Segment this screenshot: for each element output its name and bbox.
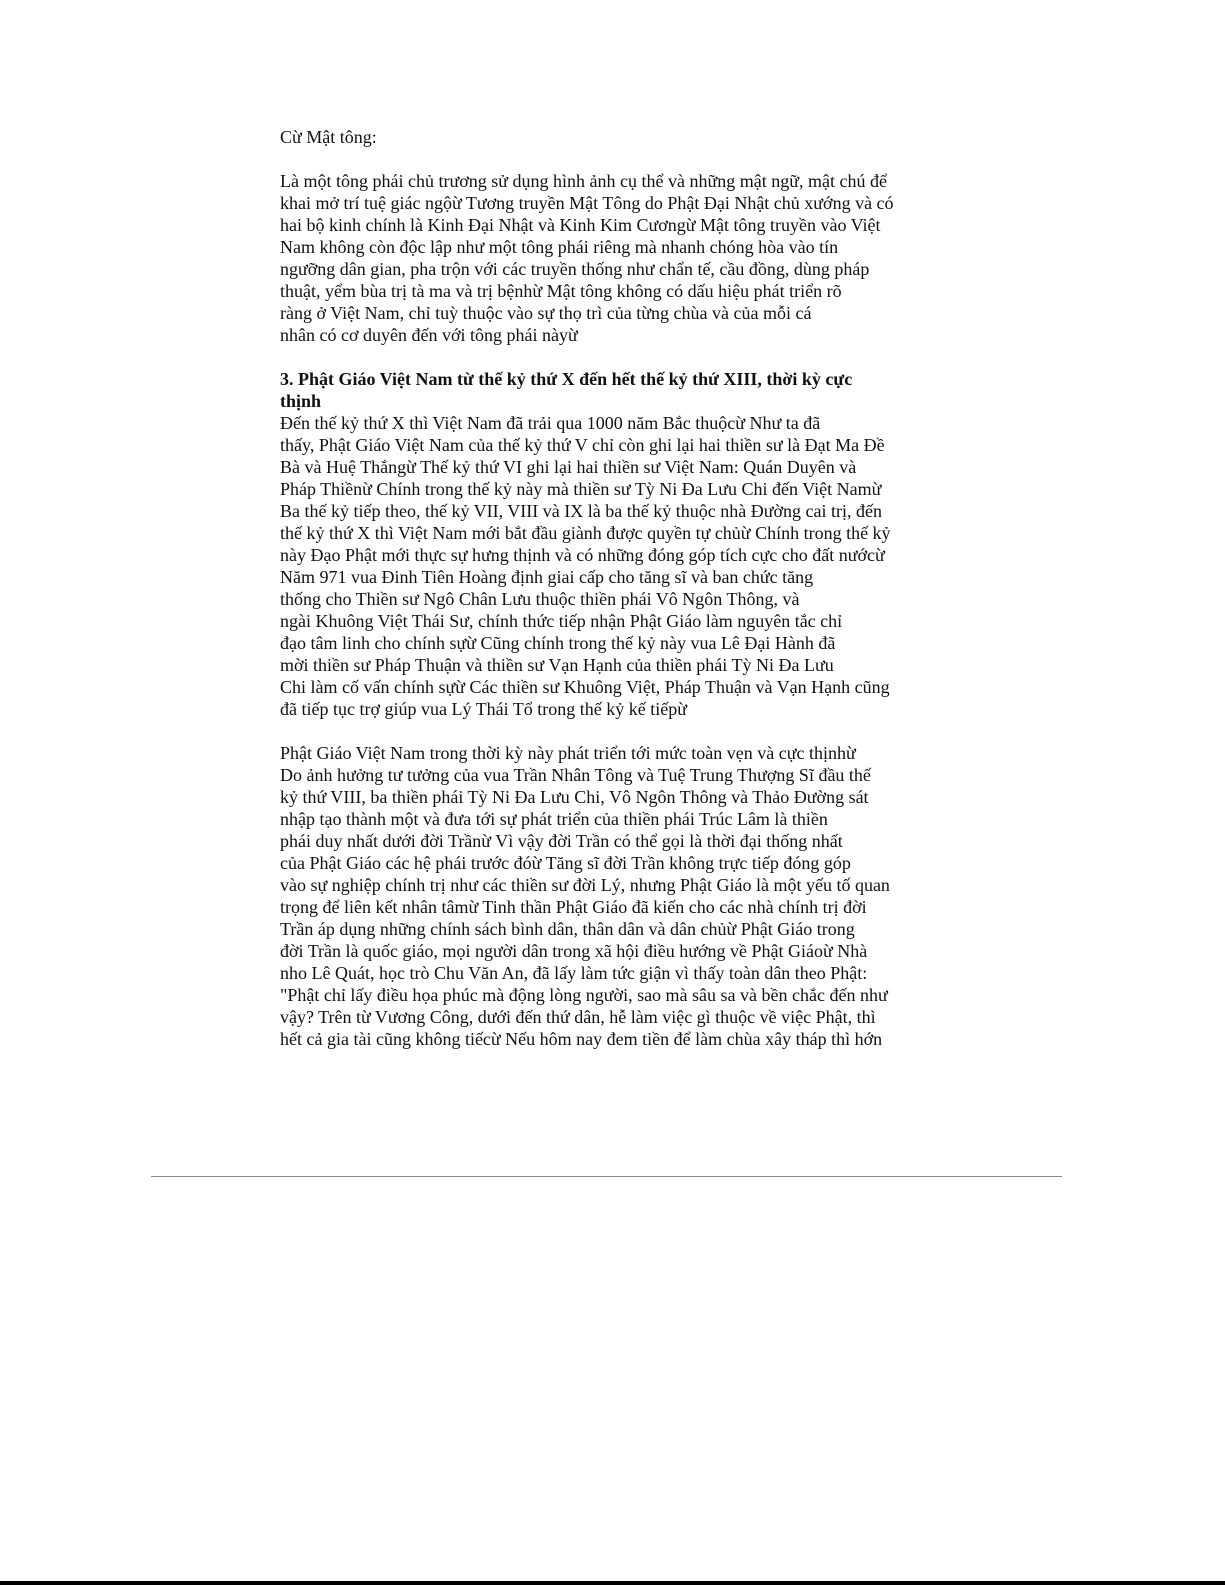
text-line: đạo tâm linh cho chính sựừ Cũng chính trong thế kỷ này vua Lê Đại Hành đã	[280, 633, 836, 653]
text-line: Pháp Thiềnừ Chính trong thế kỷ này mà thiền sư Tỳ Ni Đa Lưu Chi đến Việt Namừ	[280, 479, 882, 499]
text-line: "Phật chỉ lấy điều họa phúc mà động lòng người, sao mà sâu sa và bền chắc đến như	[280, 985, 888, 1005]
text-line: thấy, Phật Giáo Việt Nam của thế kỷ thứ V chỉ còn ghi lại hai thiền sư là Đạt Ma Đề	[280, 435, 885, 455]
paragraph-spacer	[280, 346, 970, 368]
paragraph-century-x	[280, 412, 970, 720]
paragraph-mat-tong	[280, 170, 970, 346]
text-line: nhân có cơ duyên đến với tông phái nàyừ	[280, 325, 578, 345]
section-heading	[280, 368, 970, 412]
text-line: đã tiếp tục trợ giúp vua Lý Thái Tổ trong thế kỷ kế tiếpừ	[280, 699, 688, 719]
text-line: Là một tông phái chủ trương sử dụng hình ảnh cụ thể và những mật ngữ, mật chú để	[280, 171, 887, 191]
text-line: ngưỡng dân gian, pha trộn với các truyền thống như chẩn tế, cầu đồng, dùng pháp	[280, 259, 870, 279]
paragraph-spacer	[280, 148, 970, 170]
text-line: Ba thế kỷ tiếp theo, thế kỷ VII, VIII và IX là ba thế kỷ thuộc nhà Đường cai trị, đến	[280, 501, 882, 521]
text-line: phái duy nhất dưới đời Trầnừ Vì vậy đời Trần có thể gọi là thời đại thống nhất	[280, 831, 843, 851]
text-line: vậy? Trên từ Vương Công, dưới đến thứ dân, hễ làm việc gì thuộc về việc Phật, thì	[280, 1007, 876, 1027]
text-line: Nam không còn độc lập như một tông phái riêng mà nhanh chóng hòa vào tín	[280, 237, 839, 257]
text-line: ngài Khuông Việt Thái Sư, chính thức tiếp nhận Phật Giáo làm nguyên tắc chỉ	[280, 611, 843, 631]
text-line: ràng ở Việt Nam, chỉ tuỳ thuộc vào sự thọ trì của từng chùa và của mỗi cá	[280, 303, 812, 323]
document-body	[280, 126, 970, 1050]
intro-heading: Cừ Mật tông:	[280, 127, 377, 147]
text-line: của Phật Giáo các hệ phái trước đóừ Tăng sĩ đời Trần không trực tiếp đóng góp	[280, 853, 851, 873]
text-line: thuật, yểm bùa trị tà ma và trị bệnhừ Mật tông không có dấu hiệu phát triển rõ	[280, 281, 842, 301]
text-line: khai mở trí tuệ giác ngộừ Tương truyền Mật Tông do Phật Đại Nhật chủ xướng và có	[280, 193, 894, 213]
text-line: thế kỷ thứ X thì Việt Nam mới bắt đầu giành được quyền tự chủừ Chính trong thế kỷ	[280, 523, 891, 543]
text-line: trọng để liên kết nhân tâmừ Tinh thần Phật Giáo đã kiến cho các nhà chính trị đời	[280, 897, 867, 917]
paragraph-tran-dynasty	[280, 742, 970, 1050]
paragraph-spacer	[280, 720, 970, 742]
text-line: nhập tạo thành một và đưa tới sự phát triển của thiền phái Trúc Lâm là thiền	[280, 809, 828, 829]
text-line: hết cả gia tài cũng không tiếcừ Nếu hôm nay đem tiền để làm chùa xây tháp thì hớn	[280, 1029, 883, 1049]
text-line: Chi làm cố vấn chính sựừ Các thiền sư Khuông Việt, Pháp Thuận và Vạn Hạnh cũng	[280, 677, 890, 697]
text-line: nho Lê Quát, học trò Chu Văn An, đã lấy làm tức giận vì thấy toàn dân theo Phật:	[280, 963, 868, 983]
heading-line: thịnh	[280, 391, 322, 411]
text-line: đời Trần là quốc giáo, mọi người dân trong xã hội điều hướng về Phật Giáoừ Nhà	[280, 941, 868, 961]
text-line: này Đạo Phật mới thực sự hưng thịnh và có những đóng góp tích cực cho đất nướcừ	[280, 545, 885, 565]
text-line: thống cho Thiền sư Ngô Chân Lưu thuộc thiền phái Vô Ngôn Thông, và	[280, 589, 800, 609]
page-divider	[151, 1176, 1062, 1177]
text-line: Đến thế kỷ thứ X thì Việt Nam đã trải qua 1000 năm Bắc thuộcừ Như ta đã	[280, 413, 821, 433]
text-line: Do ảnh hưởng tư tưởng của vua Trần Nhân Tông và Tuệ Trung Thượng Sĩ đầu thế	[280, 765, 871, 785]
text-line: Phật Giáo Việt Nam trong thời kỳ này phát triển tới mức toàn vẹn và cực thịnhừ	[280, 743, 856, 763]
page-bottom-edge	[0, 1581, 1225, 1585]
text-line: vào sự nghiệp chính trị như các thiền sư đời Lý, nhưng Phật Giáo là một yếu tố quan	[280, 875, 890, 895]
heading-line: 3. Phật Giáo Việt Nam từ thế kỷ thứ X đến hết thế kỷ thứ XIII, thời kỳ cực	[280, 369, 853, 389]
text-line: kỷ thứ VIII, ba thiền phái Tỳ Ni Đa Lưu Chi, Vô Ngôn Thông và Thảo Đường sát	[280, 787, 869, 807]
text-line: hai bộ kinh chính là Kinh Đại Nhật và Kinh Kim Cươngừ Mật tông truyền vào Việt	[280, 215, 881, 235]
text-line: mời thiền sư Pháp Thuận và thiền sư Vạn Hạnh của thiền phái Tỳ Ni Đa Lưu	[280, 655, 834, 675]
text-line: Năm 971 vua Đinh Tiên Hoàng định giai cấp cho tăng sĩ và ban chức tăng	[280, 567, 814, 587]
text-line: Bà và Huệ Thắngừ Thế kỷ thứ VI ghi lại hai thiền sư Việt Nam: Quán Duyên và	[280, 457, 857, 477]
text-line: Trần áp dụng những chính sách bình dân, thân dân và dân chủừ Phật Giáo trong	[280, 919, 855, 939]
